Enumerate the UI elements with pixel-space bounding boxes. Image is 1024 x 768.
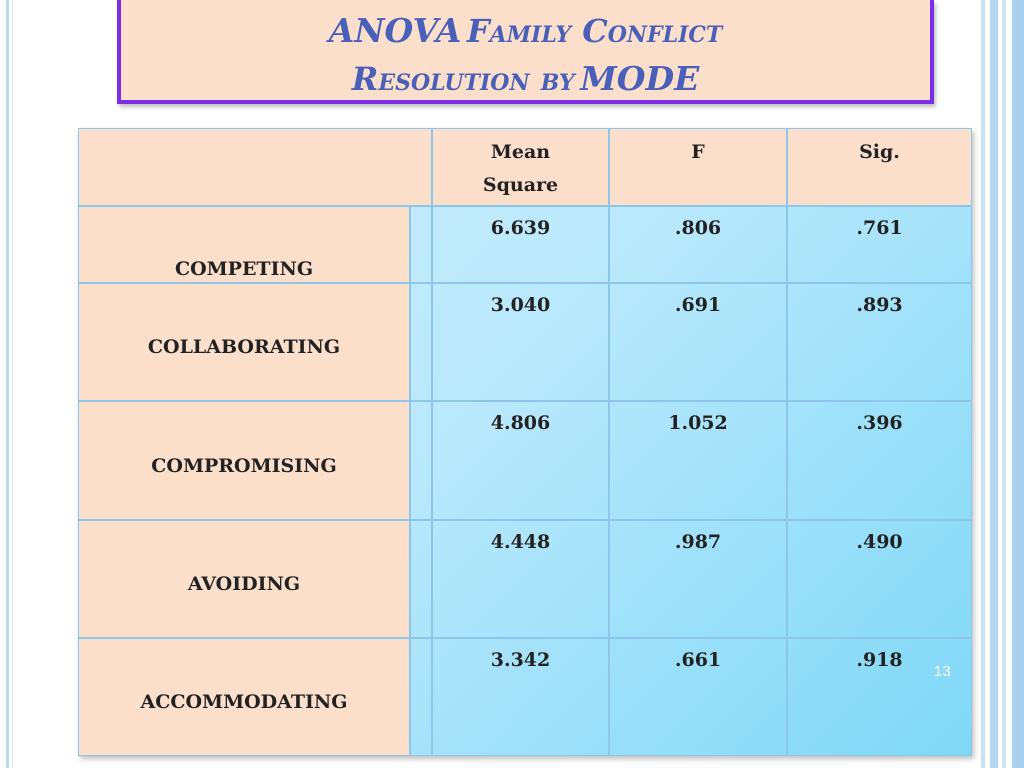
- right-stripe: [1012, 0, 1024, 768]
- slide-title-box: [117, 0, 934, 104]
- mean-square-value: 3.342: [432, 638, 609, 756]
- title-anova: ANOVA: [328, 11, 462, 50]
- left-stripe-thin: [12, 0, 13, 768]
- mean-square-value: 6.639: [432, 206, 609, 283]
- header-mean-l2: Square: [482, 174, 559, 196]
- title-resolution-by: Resolution by: [351, 60, 575, 98]
- sig-value: .396: [787, 401, 972, 520]
- left-stripe: [6, 0, 9, 768]
- sig-value: .490: [787, 520, 972, 638]
- f-value: .661: [609, 638, 787, 756]
- spacer-cell: [410, 283, 432, 401]
- mean-square-value: 4.448: [432, 520, 609, 638]
- f-value: .691: [609, 283, 787, 401]
- title-mode: MODE: [580, 59, 700, 98]
- f-value: .806: [609, 206, 787, 283]
- title-family-conflict: Family Conflict: [466, 12, 723, 50]
- sig-value: .761: [787, 206, 972, 283]
- right-stripe: [990, 0, 998, 768]
- anova-table: [78, 128, 972, 756]
- title-line-1: [121, 10, 930, 58]
- right-stripe: [981, 0, 985, 768]
- f-value: .987: [609, 520, 787, 638]
- row-label: COMPETING: [78, 206, 410, 283]
- page-number: 13: [934, 663, 951, 680]
- sig-value: .893: [787, 283, 972, 401]
- row-label: AVOIDING: [78, 520, 410, 638]
- header-sig: Sig.: [787, 128, 972, 206]
- spacer-cell: [410, 401, 432, 520]
- row-label: COMPROMISING: [78, 401, 410, 520]
- header-f: F: [609, 128, 787, 206]
- title-line-2: [121, 58, 930, 106]
- spacer-cell: [410, 206, 432, 283]
- header-mean-l1: Mean: [490, 141, 551, 163]
- spacer-cell: [410, 520, 432, 638]
- header-mean-square: [432, 128, 609, 206]
- sig-value: .918: [787, 638, 972, 756]
- right-stripe: [1002, 0, 1006, 768]
- spacer-cell: [410, 638, 432, 756]
- f-value: 1.052: [609, 401, 787, 520]
- header-empty-cell: [78, 128, 432, 206]
- mean-square-value: 4.806: [432, 401, 609, 520]
- mean-square-value: 3.040: [432, 283, 609, 401]
- row-label: ACCOMMODATING: [78, 638, 410, 756]
- row-label: COLLABORATING: [78, 283, 410, 401]
